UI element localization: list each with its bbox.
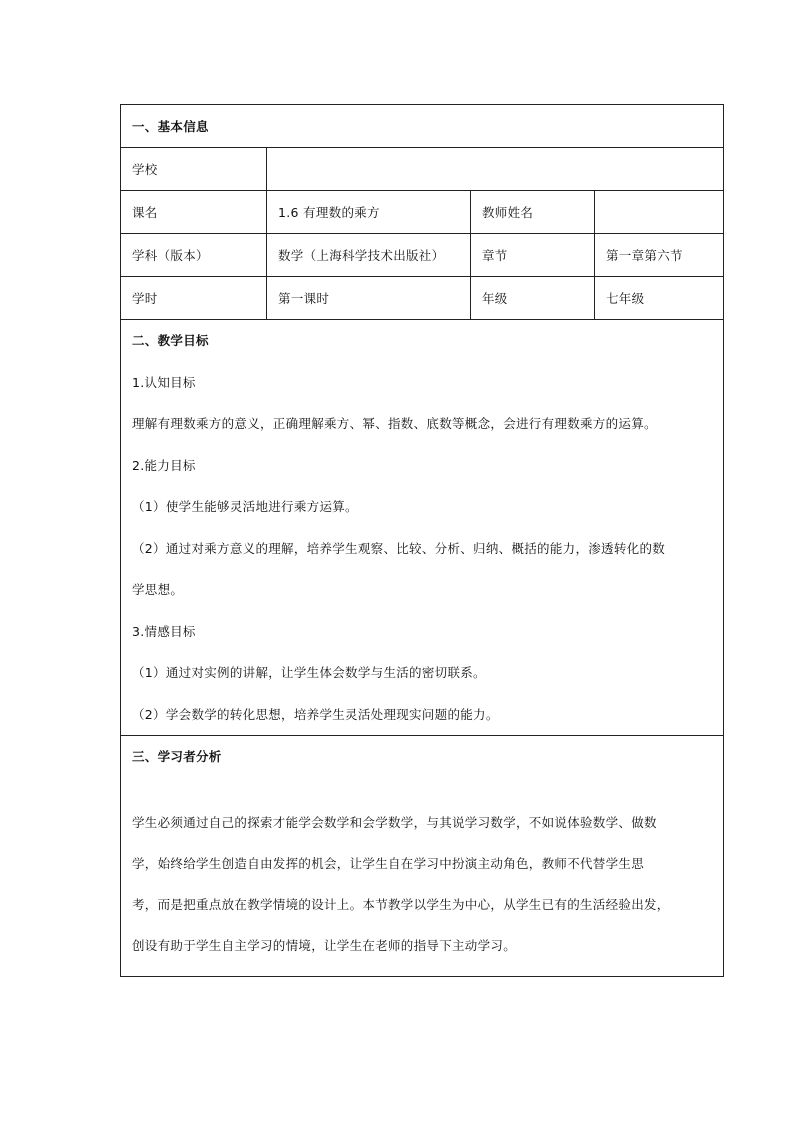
lesson-plan-table	[120, 104, 724, 977]
value-subject: 数学（上海科学技术出版社）	[266, 234, 470, 276]
paragraph-line: 学，始终给学生创造自由发挥的机会，让学生自在学习中扮演主动角色，教师不代替学生思	[132, 855, 645, 871]
section-title: 三、学习者分析	[132, 749, 222, 764]
value-teacher	[594, 191, 723, 233]
section-title: 二、教学目标	[132, 333, 209, 348]
objective-line: 2.能力目标	[132, 457, 196, 473]
value-chapter: 第一章第六节	[594, 234, 723, 276]
objective-line: 1.认知目标	[132, 374, 196, 390]
paragraph-line: 创设有助于学生自主学习的情境，让学生在老师的指导下主动学习。	[132, 938, 517, 954]
value-school	[266, 148, 723, 190]
value-grade: 七年级	[594, 277, 723, 319]
label-school: 学校	[132, 162, 158, 177]
row-course	[121, 191, 723, 234]
objective-line: （1）通过对实例的讲解，让学生体会数学与生活的密切联系。	[132, 665, 486, 680]
label-period: 学时	[132, 291, 158, 306]
section-title: 一、基本信息	[132, 119, 209, 134]
objective-line: 理解有理数乘方的意义，正确理解乘方、幂、指数、底数等概念，会进行有理数乘方的运算。	[132, 416, 657, 431]
label-teacher: 教师姓名	[470, 191, 594, 233]
paragraph-line: 考，而是把重点放在教学情境的设计上。本节教学以学生为中心，从学生已有的生活经验出发，	[132, 897, 670, 913]
objective-line: 学思想。	[132, 582, 184, 597]
paragraph-line: 学生必须通过自己的探索才能学会数学和会学数学，与其说学习数学，不如说体验数学、做数	[132, 814, 657, 830]
section-learner-analysis	[121, 736, 723, 976]
learner-analysis-paragraph	[132, 778, 712, 967]
objective-line: （1）使学生能够灵活地进行乘方运算。	[132, 499, 358, 514]
row-period	[121, 277, 723, 320]
objective-line: （2）通过对乘方意义的理解，培养学生观察、比较、分析、归纳、概括的能力，渗透转化的数	[132, 540, 666, 556]
value-period: 第一课时	[266, 277, 470, 319]
row-school	[121, 148, 723, 191]
label-subject: 学科（版本）	[132, 248, 209, 263]
value-course: 1.6 有理数的乘方	[266, 191, 470, 233]
objective-line: 3.情感目标	[132, 623, 196, 639]
label-chapter: 章节	[470, 234, 594, 276]
section-basic-info-header	[121, 105, 723, 148]
label-grade: 年级	[470, 277, 594, 319]
objective-line: （2）学会数学的转化思想，培养学生灵活处理现实问题的能力。	[132, 706, 499, 722]
section-teaching-objectives	[121, 320, 723, 736]
label-course: 课名	[132, 205, 158, 220]
row-subject	[121, 234, 723, 277]
